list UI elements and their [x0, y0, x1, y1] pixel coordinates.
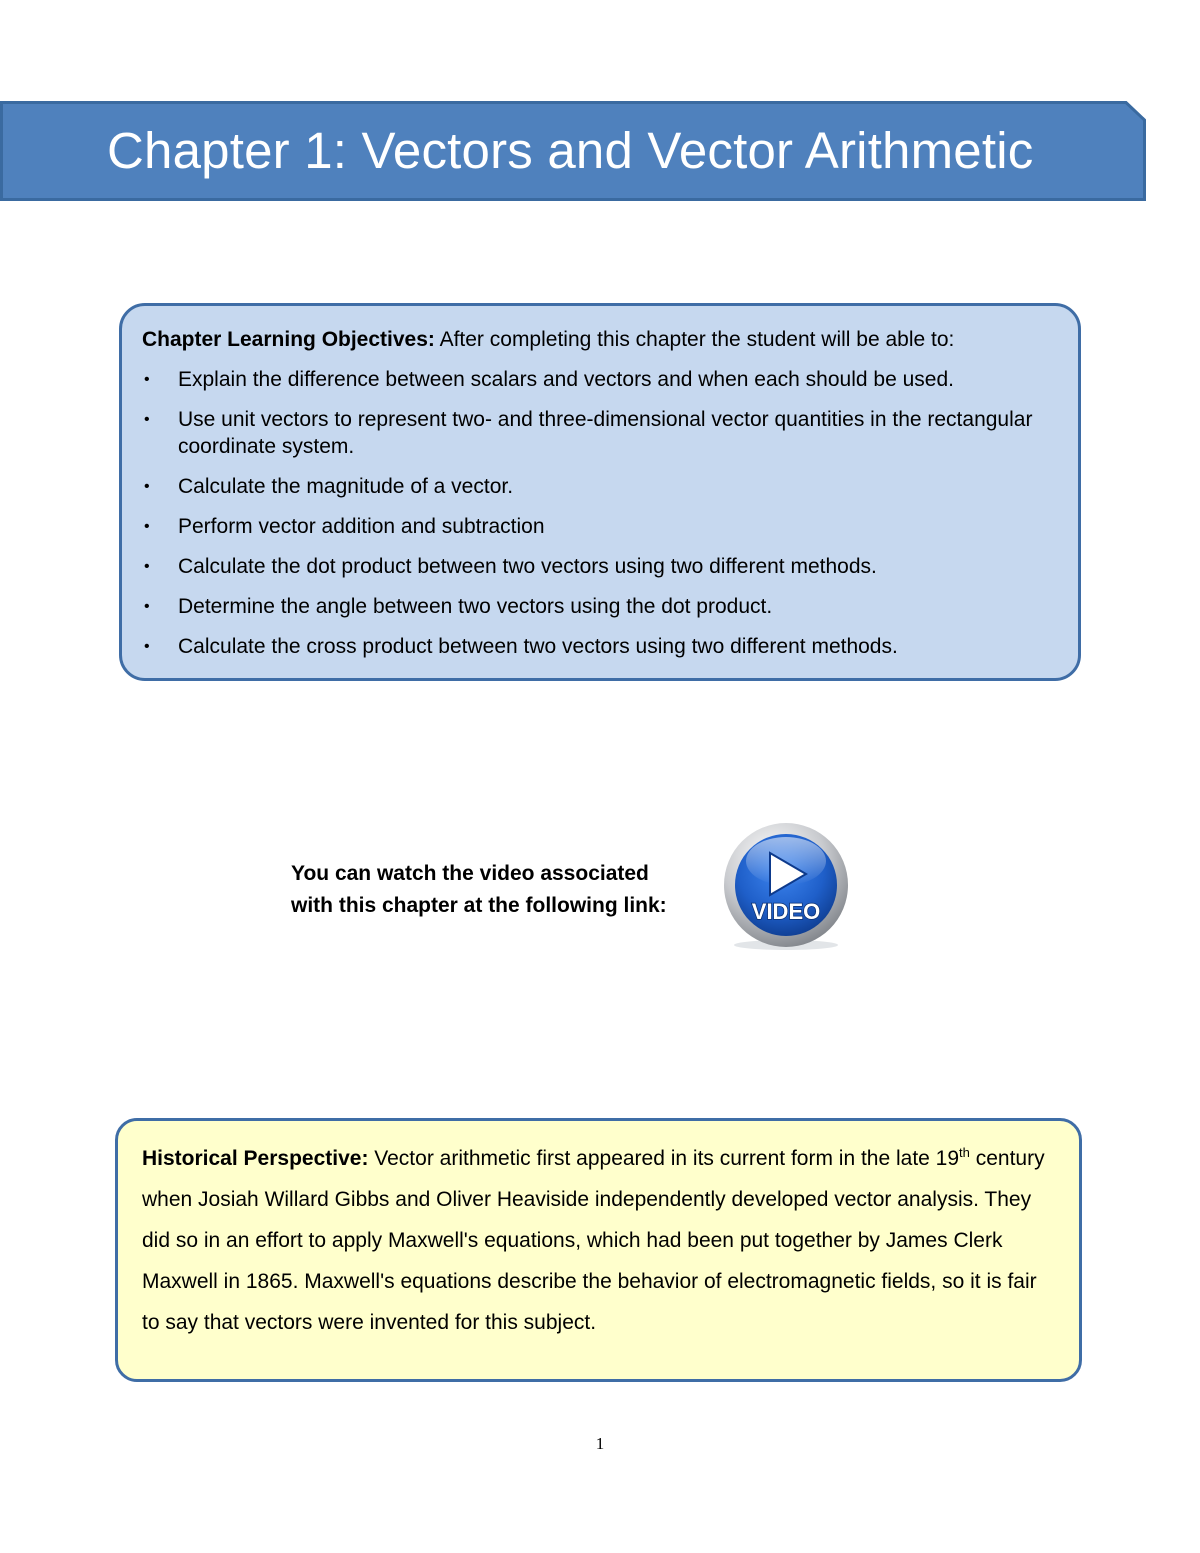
bullet-icon: • [144, 371, 150, 388]
objective-item [142, 513, 1058, 540]
page-number: 1 [595, 1434, 605, 1453]
bullet-icon: • [144, 598, 150, 615]
history-heading: Historical Perspective: [142, 1147, 369, 1170]
historical-perspective-box [115, 1118, 1082, 1382]
objective-item [142, 366, 1058, 393]
objective-text: Calculate the dot product between two vectors using two different methods. [178, 555, 877, 578]
objectives-intro [142, 326, 1058, 353]
objective-text: Perform vector addition and subtraction [178, 515, 545, 538]
objective-item [142, 406, 1058, 460]
objective-item [142, 593, 1058, 620]
chapter-title: Chapter 1: Vectors and Vector Arithmetic [107, 122, 1034, 179]
history-text-part-1: Vector arithmetic first appeared in its current form in the late 19 [368, 1147, 960, 1170]
objectives-intro-text: After completing this chapter the student will be able to: [434, 328, 955, 351]
bullet-icon: • [144, 411, 150, 428]
video-button-label[interactable]: VIDEO [751, 899, 821, 924]
objective-item [142, 633, 1058, 660]
bullet-icon: • [144, 478, 150, 495]
objective-text: Determine the angle between two vectors using the dot product. [178, 595, 773, 618]
chapter-title-banner [0, 101, 1146, 201]
bullet-icon: • [144, 518, 150, 535]
objective-text: Calculate the magnitude of a vector. [178, 475, 514, 498]
objectives-heading: Chapter Learning Objectives: [142, 328, 435, 351]
video-button-graphic[interactable] [722, 823, 850, 953]
video-link-button[interactable] [722, 823, 850, 953]
objective-text: Explain the difference between scalars and vectors and when each should be used. [178, 368, 954, 391]
video-prompt [291, 858, 667, 922]
objective-text: Use unit vectors to represent two- and three-dimensional vector quantities in the rectangular coordinate system. [178, 408, 1033, 458]
history-superscript: th [959, 1145, 970, 1160]
objective-item [142, 473, 1058, 500]
history-text-part-2: century when Josiah Willard Gibbs and Oliver Heaviside independently developed vector analysis. They did so in an effort to apply Maxwell's equations, which had been put together by James Clerk Maxwell in 1865. Maxwell's equations describe the behavior of electromagnetic fields, so it is fair to say that vectors were invented for this subject. [142, 1147, 1045, 1334]
bullet-icon: • [144, 638, 150, 655]
bullet-icon: • [144, 558, 150, 575]
objective-item [142, 553, 1058, 580]
learning-objectives-box [119, 303, 1081, 681]
video-prompt-line-2: with this chapter at the following link: [291, 894, 667, 917]
video-prompt-line-1: You can watch the video associated [291, 862, 649, 885]
objective-text: Calculate the cross product between two vectors using two different methods. [178, 635, 898, 658]
objectives-list [142, 366, 1058, 660]
